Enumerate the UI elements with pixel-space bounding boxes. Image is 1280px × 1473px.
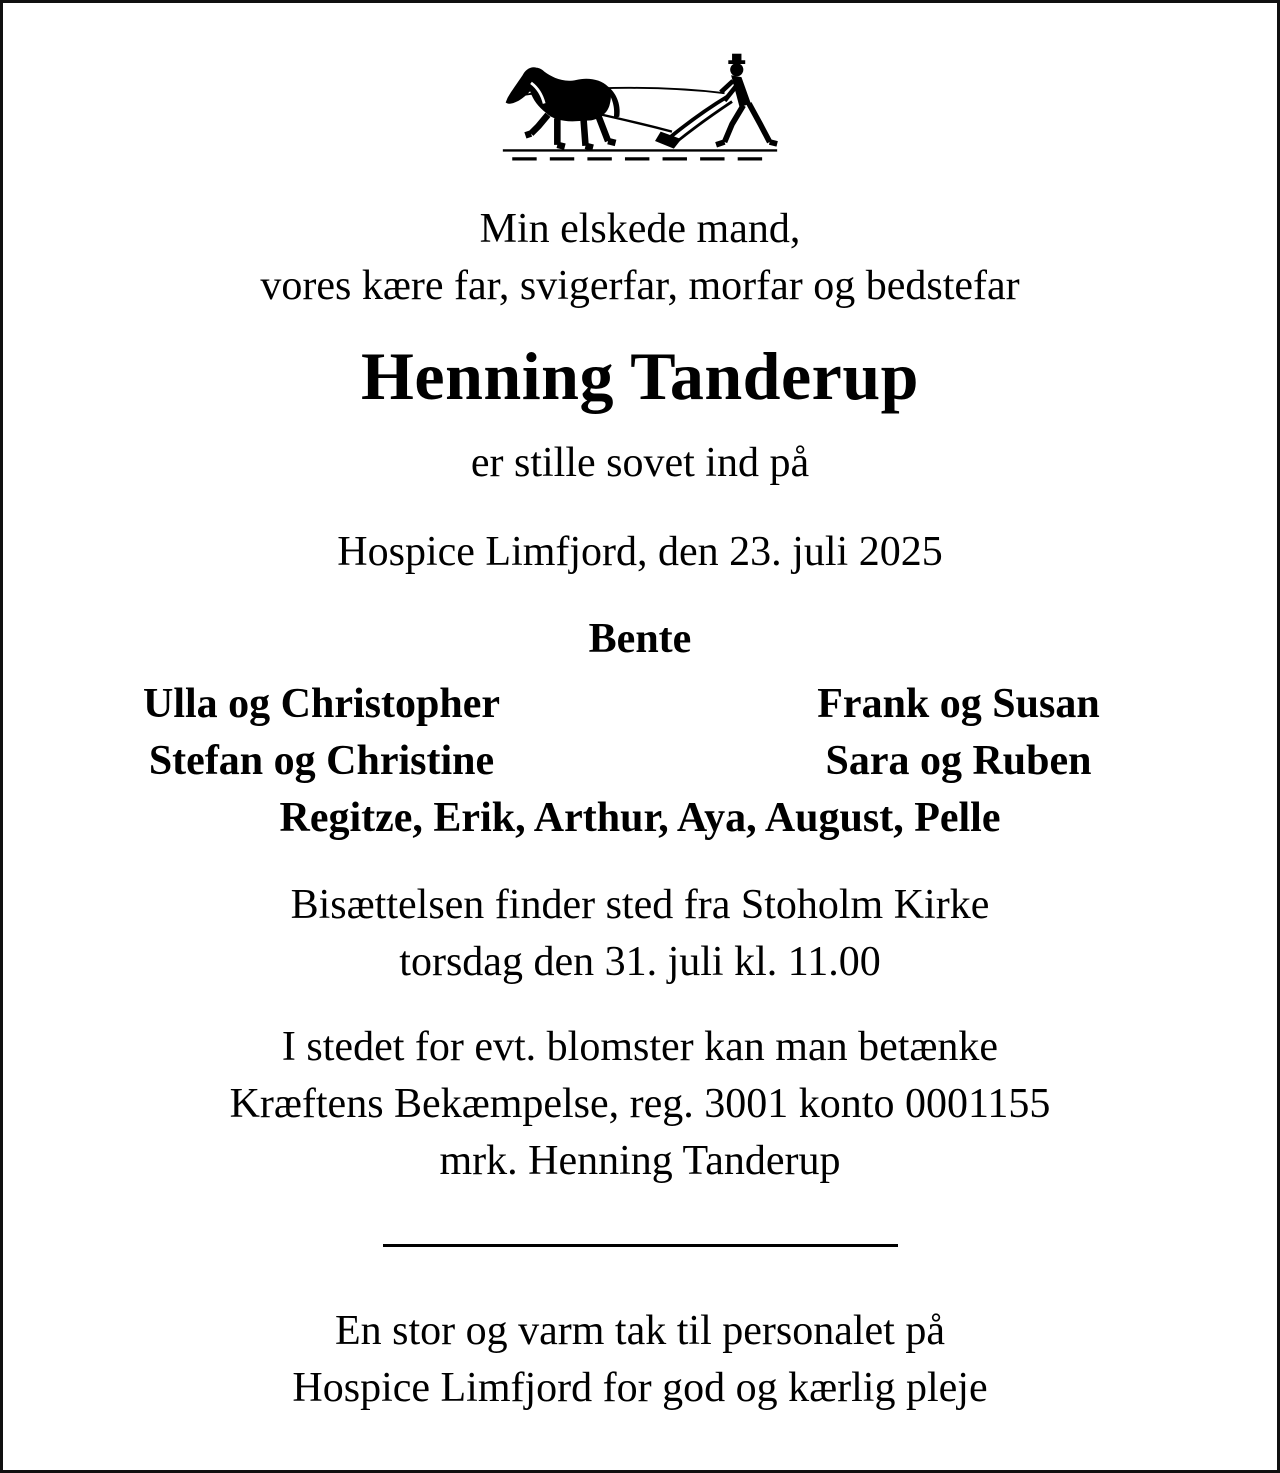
family-columns [3,676,1277,790]
deceased-name: Henning Tanderup [361,338,919,414]
thanks-text [3,1303,1277,1417]
ceremony-info [3,877,1277,991]
family-name: Frank og Susan [817,681,1100,727]
family-column-right [640,676,1277,790]
divider-line [383,1244,898,1247]
intro-line-1: Min elskede mand, [479,206,801,252]
thanks-line-2: Hospice Limfjord for god og kærlig pleje [292,1365,988,1411]
thanks-line-1: En stor og varm tak til personalet på [334,1308,945,1354]
grandchildren-names: Regitze, Erik, Arthur, Aya, August, Pelle [279,795,1001,841]
family-name: Sara og Ruben [825,738,1092,784]
donation-line-3: mrk. Henning Tanderup [439,1138,841,1184]
family-name: Stefan og Christine [148,738,495,784]
donation-line-2: Kræftens Bekæmpelse, reg. 3001 konto 0001155 [229,1081,1051,1127]
spouse-name: Bente [588,616,692,662]
place-date: Hospice Limfjord, den 23. juli 2025 [337,529,943,575]
donation-info [3,1019,1277,1190]
donation-line-1: I stedet for evt. blomster kan man betænke [281,1024,999,1070]
ceremony-line-2: torsdag den 31. juli kl. 11.00 [399,939,881,985]
emblem-container [3,3,1277,173]
family-column-left [3,676,640,790]
family-name: Ulla og Christopher [143,681,500,727]
death-line: er stille sovet ind på [470,440,810,486]
intro-line-2: vores kære far, svigerfar, morfar og bedstefar [260,263,1020,309]
ceremony-line-1: Bisættelsen finder sted fra Stoholm Kirke [290,882,990,928]
intro-text [3,201,1277,315]
horse-plowman-icon [485,49,795,173]
